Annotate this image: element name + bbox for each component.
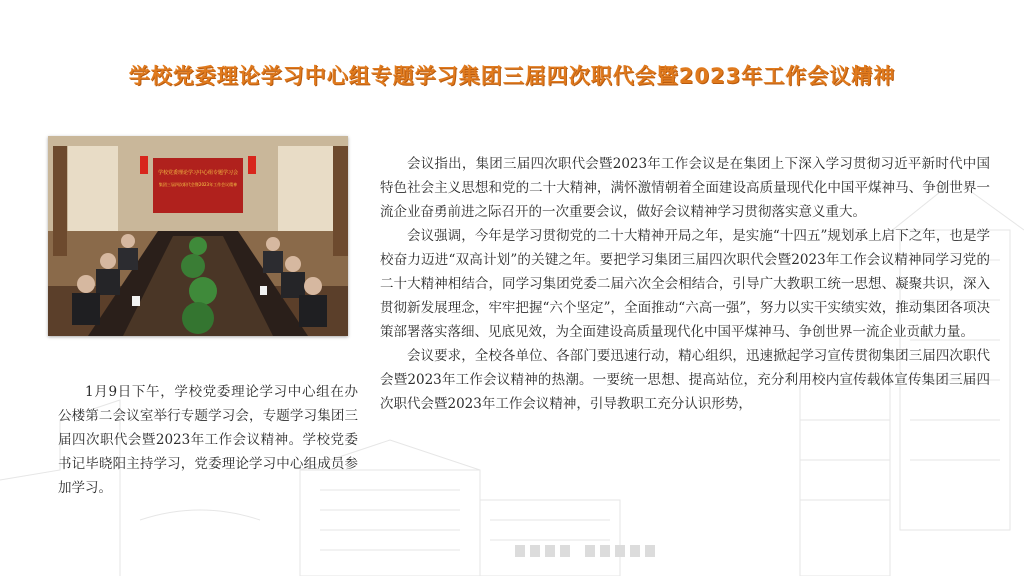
meeting-room-illustration bbox=[48, 136, 348, 336]
screen-line-2: 集团三届四次职代会暨2023年工作会议精神 bbox=[158, 182, 238, 187]
right-paragraph-1: 会议指出，集团三届四次职代会暨2023年工作会议是在集团上下深入学习贯彻习近平新时代中国特色社会主义思想和党的二十大精神，满怀激情朝着全面建设高质量现代化中国平煤神马、争创世界一流企业奋勇前进之际召开的一次重要会议，做好会议精神学习贯彻落实意义重大。 bbox=[380, 156, 990, 220]
right-article-body bbox=[380, 152, 990, 416]
page-title: 学校党委理论学习中心组专题学习集团三届四次职代会暨2023年工作会议精神 bbox=[128, 64, 896, 88]
right-paragraph-2: 会议强调，今年是学习贯彻党的二十大精神开局之年，是实施“十四五”规划承上启下之年，也是学校奋力迈进“双高计划”的关键之年。要把学习集团三届四次职代会暨2023年工作会议精神同学习党的二十大精神相结合，同学习集团党委二届六次全会相结合，引导广大教职工统一思想、凝聚共识，深入贯彻新发展理念，牢牢把握“六个坚定”，全面推动“六高一强”，努力以实干实绩实效，推动集团各项决策部署落实落细、见底见效，为全面建设高质量现代化中国平煤神马、争创世界一流企业贡献力量。 bbox=[380, 228, 990, 340]
screen-line-1: 学校党委理论学习中心组专题学习会 bbox=[157, 170, 239, 176]
meeting-photo bbox=[48, 136, 348, 336]
right-paragraph-3: 会议要求，全校各单位、各部门要迅速行动，精心组织，迅速掀起学习宣传贯彻集团三届四次职代会暨2023年工作会议精神的热潮。一要统一思想、提高站位，充分利用校内宣传载体宣传集团三届四次职代会暨2023年工作会议精神，引导教职工充分认识形势， bbox=[380, 348, 990, 412]
left-paragraph: 1月9日下午，学校党委理论学习中心组在办公楼第二会议室举行专题学习会，专题学习集团三届四次职代会暨2023年工作会议精神。学校党委书记毕晓阳主持学习，党委理论学习中心组成员参加学习。 bbox=[58, 384, 358, 496]
